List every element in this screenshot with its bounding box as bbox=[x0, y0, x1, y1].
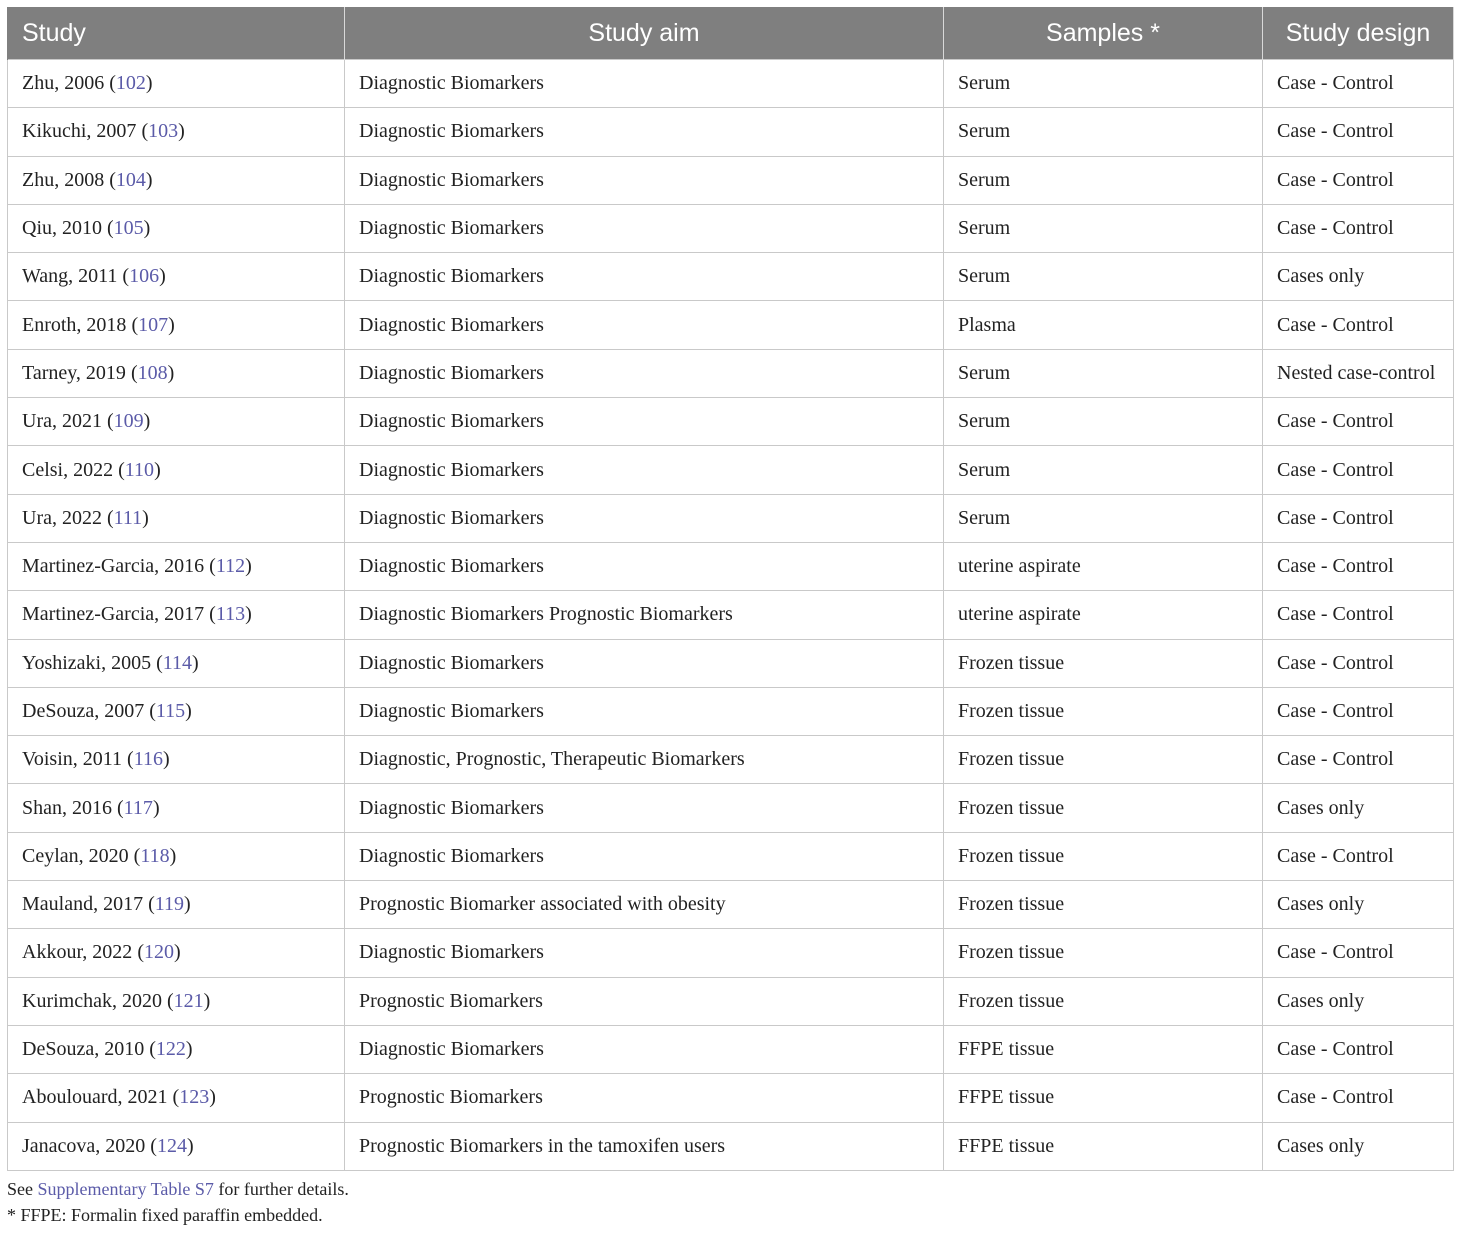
cell-samples: Serum bbox=[944, 60, 1263, 108]
reference-link[interactable]: 114 bbox=[162, 651, 193, 674]
reference-link[interactable]: 111 bbox=[113, 506, 143, 529]
supplementary-table-link[interactable]: Supplementary Table S7 bbox=[37, 1179, 214, 1199]
reference-link[interactable]: 122 bbox=[155, 1038, 186, 1061]
table-row bbox=[8, 784, 1454, 832]
study-author-year: Akkour, 2022 bbox=[22, 941, 133, 964]
study-author-year: Qiu, 2010 bbox=[22, 217, 102, 240]
table-row bbox=[8, 494, 1454, 542]
cell-samples: FFPE tissue bbox=[944, 1122, 1263, 1170]
cell-study-design: Cases only bbox=[1263, 1122, 1454, 1170]
cell-study: Qiu, 2010 (105) bbox=[8, 204, 345, 252]
cell-study-design: Case - Control bbox=[1263, 204, 1454, 252]
cell-study: Yoshizaki, 2005 (114) bbox=[8, 639, 345, 687]
reference-link[interactable]: 116 bbox=[133, 748, 163, 771]
table-row bbox=[8, 253, 1454, 301]
cell-study: Ura, 2021 (109) bbox=[8, 398, 345, 446]
cell-samples: Frozen tissue bbox=[944, 687, 1263, 735]
table-row bbox=[8, 736, 1454, 784]
table-row bbox=[8, 1122, 1454, 1170]
study-table-container bbox=[7, 7, 1453, 1171]
cell-study: Akkour, 2022 (120) bbox=[8, 929, 345, 977]
cell-study-aim: Diagnostic Biomarkers bbox=[345, 639, 944, 687]
study-author-year: Ura, 2022 bbox=[22, 506, 102, 529]
study-table bbox=[7, 7, 1454, 1171]
table-body bbox=[8, 60, 1454, 1171]
cell-study: Tarney, 2019 (108) bbox=[8, 349, 345, 397]
study-author-year: Kikuchi, 2007 bbox=[22, 120, 137, 143]
reference-link[interactable]: 109 bbox=[113, 410, 144, 433]
cell-study: Voisin, 2011 (116) bbox=[8, 736, 345, 784]
cell-study-aim: Prognostic Biomarkers in the tamoxifen users bbox=[345, 1122, 944, 1170]
cell-samples: Frozen tissue bbox=[944, 881, 1263, 929]
cell-study-aim: Prognostic Biomarkers bbox=[345, 977, 944, 1025]
cell-study: Wang, 2011 (106) bbox=[8, 253, 345, 301]
cell-samples: Serum bbox=[944, 108, 1263, 156]
cell-study-aim: Diagnostic, Prognostic, Therapeutic Biomarkers bbox=[345, 736, 944, 784]
cell-study-design: Case - Control bbox=[1263, 301, 1454, 349]
cell-study-design: Case - Control bbox=[1263, 1074, 1454, 1122]
cell-study: Zhu, 2006 (102) bbox=[8, 60, 345, 108]
reference-link[interactable]: 106 bbox=[129, 265, 160, 288]
cell-study: Celsi, 2022 (110) bbox=[8, 446, 345, 494]
reference-link[interactable]: 117 bbox=[123, 796, 153, 819]
cell-study-aim: Diagnostic Biomarkers Prognostic Biomarkers bbox=[345, 591, 944, 639]
cell-study-design: Cases only bbox=[1263, 881, 1454, 929]
cell-study-design: Cases only bbox=[1263, 253, 1454, 301]
cell-study-design: Case - Control bbox=[1263, 1025, 1454, 1073]
study-author-year: Mauland, 2017 bbox=[22, 893, 144, 916]
reference-link[interactable]: 102 bbox=[115, 72, 146, 95]
table-row bbox=[8, 591, 1454, 639]
cell-study-design: Case - Control bbox=[1263, 639, 1454, 687]
reference-link[interactable]: 105 bbox=[113, 217, 144, 240]
study-author-year: Yoshizaki, 2005 bbox=[22, 651, 152, 674]
cell-study-aim: Diagnostic Biomarkers bbox=[345, 687, 944, 735]
table-row bbox=[8, 204, 1454, 252]
study-author-year: Ura, 2021 bbox=[22, 410, 102, 433]
cell-study-aim: Diagnostic Biomarkers bbox=[345, 832, 944, 880]
cell-study-design: Case - Control bbox=[1263, 591, 1454, 639]
cell-samples: Serum bbox=[944, 446, 1263, 494]
cell-study: Ura, 2022 (111) bbox=[8, 494, 345, 542]
cell-samples: Serum bbox=[944, 494, 1263, 542]
cell-study-aim: Prognostic Biomarker associated with obesity bbox=[345, 881, 944, 929]
table-row bbox=[8, 60, 1454, 108]
study-author-year: Celsi, 2022 bbox=[22, 458, 114, 481]
study-author-year: Wang, 2011 bbox=[22, 265, 118, 288]
table-row bbox=[8, 446, 1454, 494]
cell-samples: FFPE tissue bbox=[944, 1025, 1263, 1073]
cell-samples: Frozen tissue bbox=[944, 736, 1263, 784]
cell-study: Kurimchak, 2020 (121) bbox=[8, 977, 345, 1025]
cell-study: Zhu, 2008 (104) bbox=[8, 156, 345, 204]
cell-samples: Serum bbox=[944, 204, 1263, 252]
table-row bbox=[8, 929, 1454, 977]
reference-link[interactable]: 118 bbox=[140, 844, 170, 867]
cell-samples: Plasma bbox=[944, 301, 1263, 349]
cell-study-aim: Diagnostic Biomarkers bbox=[345, 784, 944, 832]
cell-study-design: Case - Control bbox=[1263, 108, 1454, 156]
cell-samples: Serum bbox=[944, 398, 1263, 446]
table-row bbox=[8, 542, 1454, 590]
cell-samples: FFPE tissue bbox=[944, 1074, 1263, 1122]
cell-study-design: Case - Control bbox=[1263, 156, 1454, 204]
table-row bbox=[8, 1025, 1454, 1073]
study-author-year: Tarney, 2019 bbox=[22, 361, 126, 384]
study-author-year: Janacova, 2020 bbox=[22, 1134, 146, 1157]
cell-study: Janacova, 2020 (124) bbox=[8, 1122, 345, 1170]
cell-study-aim: Diagnostic Biomarkers bbox=[345, 446, 944, 494]
reference-link[interactable]: 113 bbox=[215, 603, 246, 626]
study-author-year: Ceylan, 2020 bbox=[22, 844, 129, 867]
cell-study: DeSouza, 2007 (115) bbox=[8, 687, 345, 735]
cell-study-design: Case - Control bbox=[1263, 494, 1454, 542]
table-row bbox=[8, 1074, 1454, 1122]
cell-study: Enroth, 2018 (107) bbox=[8, 301, 345, 349]
table-row bbox=[8, 398, 1454, 446]
cell-samples: Frozen tissue bbox=[944, 639, 1263, 687]
cell-samples: Serum bbox=[944, 349, 1263, 397]
column-header-study-aim: Study aim bbox=[345, 7, 944, 60]
cell-study-aim: Diagnostic Biomarkers bbox=[345, 1025, 944, 1073]
cell-study: Mauland, 2017 (119) bbox=[8, 881, 345, 929]
cell-study-aim: Diagnostic Biomarkers bbox=[345, 494, 944, 542]
cell-study-aim: Diagnostic Biomarkers bbox=[345, 108, 944, 156]
cell-study: Martinez-Garcia, 2016 (112) bbox=[8, 542, 345, 590]
cell-study: Martinez-Garcia, 2017 (113) bbox=[8, 591, 345, 639]
table-row bbox=[8, 687, 1454, 735]
cell-study-design: Cases only bbox=[1263, 784, 1454, 832]
cell-study: Ceylan, 2020 (118) bbox=[8, 832, 345, 880]
table-header-row bbox=[8, 7, 1454, 60]
table-row bbox=[8, 639, 1454, 687]
column-header-study: Study bbox=[8, 7, 345, 60]
cell-study-aim: Diagnostic Biomarkers bbox=[345, 542, 944, 590]
cell-study-aim: Diagnostic Biomarkers bbox=[345, 156, 944, 204]
study-author-year: Enroth, 2018 bbox=[22, 313, 127, 336]
footnote-see-supplementary bbox=[7, 1179, 349, 1200]
table-row bbox=[8, 156, 1454, 204]
reference-link[interactable]: 124 bbox=[156, 1134, 187, 1157]
cell-study-aim: Diagnostic Biomarkers bbox=[345, 349, 944, 397]
cell-study-design: Case - Control bbox=[1263, 929, 1454, 977]
study-author-year: Martinez-Garcia, 2017 bbox=[22, 603, 205, 626]
study-author-year: Aboulouard, 2021 bbox=[22, 1086, 168, 1109]
cell-study-design: Case - Control bbox=[1263, 60, 1454, 108]
study-author-year: Kurimchak, 2020 bbox=[22, 989, 162, 1012]
column-header-samples: Samples * bbox=[944, 7, 1263, 60]
footnote-ffpe: * FFPE: Formalin fixed paraffin embedded. bbox=[7, 1205, 323, 1225]
reference-link[interactable]: 107 bbox=[138, 313, 169, 336]
cell-study-design: Case - Control bbox=[1263, 687, 1454, 735]
table-row bbox=[8, 349, 1454, 397]
cell-study-design: Case - Control bbox=[1263, 542, 1454, 590]
cell-study-design: Case - Control bbox=[1263, 398, 1454, 446]
study-author-year: Voisin, 2011 bbox=[22, 748, 123, 771]
cell-study-design: Cases only bbox=[1263, 977, 1454, 1025]
table-row bbox=[8, 977, 1454, 1025]
cell-samples: Frozen tissue bbox=[944, 784, 1263, 832]
study-author-year: Zhu, 2008 bbox=[22, 168, 105, 191]
reference-link[interactable]: 123 bbox=[179, 1086, 210, 1109]
cell-study-aim: Prognostic Biomarkers bbox=[345, 1074, 944, 1122]
table-row bbox=[8, 301, 1454, 349]
reference-link[interactable]: 120 bbox=[143, 941, 174, 964]
cell-study: Kikuchi, 2007 (103) bbox=[8, 108, 345, 156]
footnote-see-prefix: See bbox=[7, 1179, 38, 1199]
reference-link[interactable]: 110 bbox=[124, 458, 155, 481]
reference-link[interactable]: 103 bbox=[148, 120, 179, 143]
reference-link[interactable]: 121 bbox=[173, 989, 204, 1012]
table-row bbox=[8, 832, 1454, 880]
cell-study-aim: Diagnostic Biomarkers bbox=[345, 60, 944, 108]
reference-link[interactable]: 112 bbox=[215, 555, 246, 578]
cell-samples: Frozen tissue bbox=[944, 929, 1263, 977]
cell-samples: Frozen tissue bbox=[944, 832, 1263, 880]
column-header-study-design: Study design bbox=[1263, 7, 1454, 60]
reference-link[interactable]: 115 bbox=[155, 700, 186, 722]
cell-study-design: Case - Control bbox=[1263, 446, 1454, 494]
cell-study-aim: Diagnostic Biomarkers bbox=[345, 204, 944, 252]
study-author-year: Zhu, 2006 bbox=[22, 72, 105, 95]
study-author-year: DeSouza, 2007 bbox=[22, 700, 145, 722]
study-author-year: Martinez-Garcia, 2016 bbox=[22, 555, 205, 578]
table-row bbox=[8, 108, 1454, 156]
reference-link[interactable]: 108 bbox=[137, 361, 168, 384]
cell-samples: uterine aspirate bbox=[944, 591, 1263, 639]
study-author-year: DeSouza, 2010 bbox=[22, 1038, 145, 1061]
cell-study-design: Case - Control bbox=[1263, 736, 1454, 784]
cell-study: Aboulouard, 2021 (123) bbox=[8, 1074, 345, 1122]
study-author-year: Shan, 2016 bbox=[22, 796, 112, 819]
footnote-see-suffix: for further details. bbox=[213, 1179, 349, 1199]
cell-study-aim: Diagnostic Biomarkers bbox=[345, 398, 944, 446]
table-row bbox=[8, 881, 1454, 929]
cell-study-aim: Diagnostic Biomarkers bbox=[345, 253, 944, 301]
cell-study-aim: Diagnostic Biomarkers bbox=[345, 301, 944, 349]
cell-samples: Serum bbox=[944, 253, 1263, 301]
cell-study-aim: Diagnostic Biomarkers bbox=[345, 929, 944, 977]
reference-link[interactable]: 119 bbox=[154, 893, 185, 916]
cell-study: Shan, 2016 (117) bbox=[8, 784, 345, 832]
cell-samples: Serum bbox=[944, 156, 1263, 204]
cell-study-design: Nested case-control bbox=[1263, 349, 1454, 397]
cell-study: DeSouza, 2010 (122) bbox=[8, 1025, 345, 1073]
cell-samples: Frozen tissue bbox=[944, 977, 1263, 1025]
cell-samples: uterine aspirate bbox=[944, 542, 1263, 590]
reference-link[interactable]: 104 bbox=[115, 168, 146, 191]
cell-study-design: Case - Control bbox=[1263, 832, 1454, 880]
